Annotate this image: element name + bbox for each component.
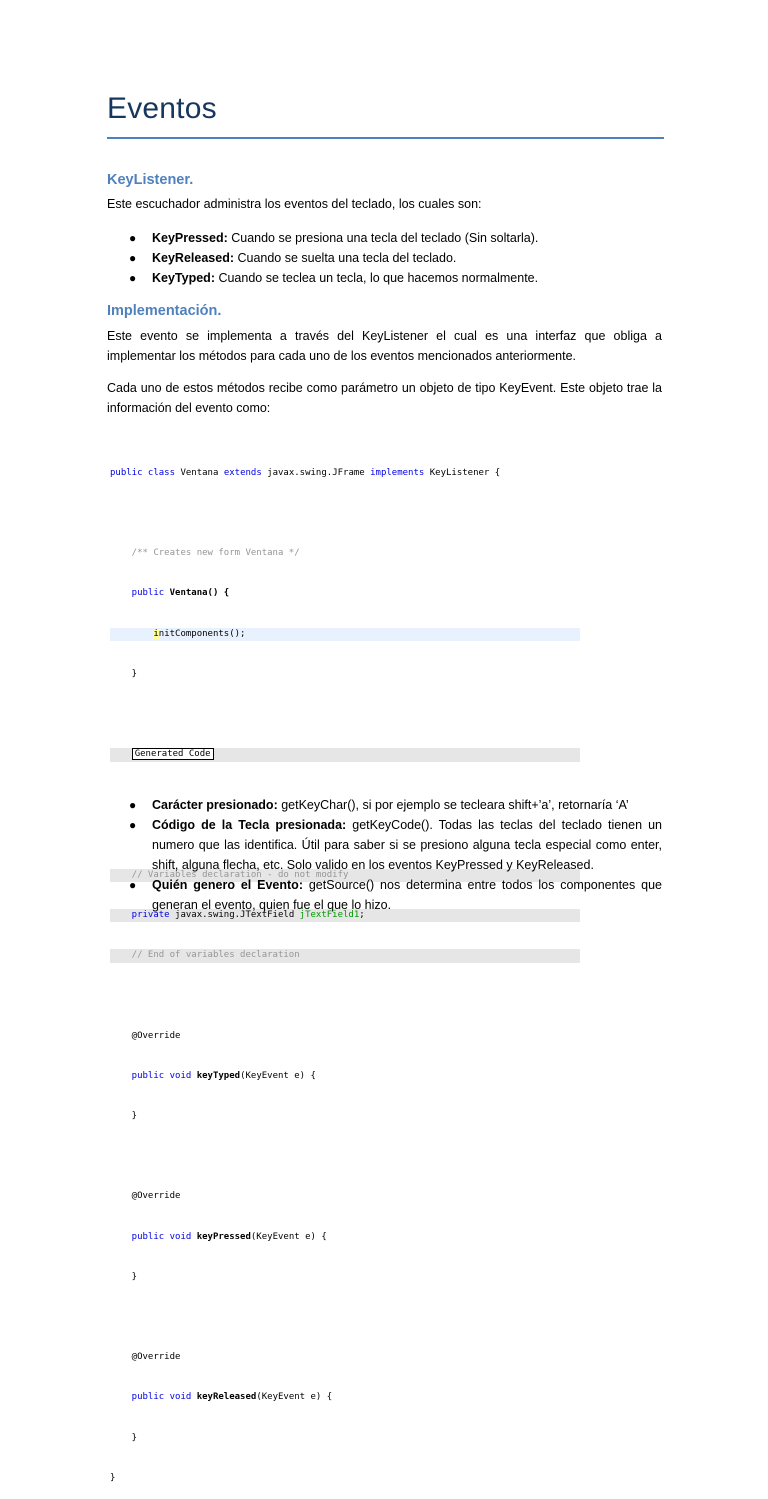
item-term: KeyTyped:: [152, 271, 215, 285]
code-text: [110, 749, 132, 759]
item-term: Carácter presionado:: [152, 798, 278, 812]
code-line: }: [110, 1432, 138, 1443]
title-underline: [107, 137, 664, 139]
list-item: [107, 875, 662, 915]
code-line: [110, 989, 580, 1002]
item-text: Cuando se teclea un tecla, lo que hacemos normalmente.: [214, 271, 539, 285]
event-types-list: [107, 228, 662, 288]
code-keyword: public void: [110, 1070, 192, 1081]
code-text: ;: [359, 910, 365, 921]
code-keyword: public class: [110, 467, 176, 478]
code-text: (KeyEvent e) {: [240, 1070, 316, 1081]
code-keyword: public void: [110, 1392, 192, 1403]
item-text: Cuando se suelta una tecla del teclado.: [234, 251, 457, 265]
method-name: keyReleased: [196, 1392, 257, 1403]
list-item: [107, 248, 662, 268]
code-annotation: @Override: [110, 1191, 181, 1202]
code-text: Ventana: [175, 467, 224, 478]
heading-implementacion: Implementación.: [107, 303, 222, 319]
generated-code-label: Generated Code: [132, 748, 214, 760]
code-text: nitComponents();: [158, 628, 246, 639]
code-text: (KeyEvent e) {: [256, 1392, 333, 1403]
item-text: getKeyCode(). Todas las teclas del teclado tienen un numero que las identifica. Útil para saber si se presiono alguna tecla especial como enter, shift, alguna flecha, etc. Solo valido en los eventos KeyPressed y KeyReleased.: [152, 818, 662, 872]
code-text: javax.swing.JTextField: [169, 910, 300, 921]
code-line: [110, 467, 580, 480]
code-text: Ventana() {: [164, 588, 230, 599]
item-text: getSource() nos determina entre todos los componentes que generan el evento, quien fue el que lo hizo.: [152, 878, 662, 912]
list-item: [107, 815, 662, 875]
intro-paragraph: Este escuchador administra los eventos del teclado, los cuales son:: [107, 197, 482, 211]
code-text: KeyListener {: [424, 467, 501, 478]
code-line: [110, 708, 580, 721]
code-line: [110, 1150, 580, 1163]
code-line: }: [110, 1472, 116, 1483]
code-keyword: public: [110, 588, 165, 599]
code-keyword: private: [110, 910, 170, 921]
code-keyword: implements: [370, 467, 425, 478]
code-line-highlighted: [110, 628, 580, 641]
code-line: [110, 1231, 580, 1244]
bullet-icon: ●: [129, 878, 137, 892]
event-info-list: [107, 795, 662, 915]
code-annotation: @Override: [110, 1030, 181, 1041]
code-line: [110, 1391, 580, 1404]
code-text: (KeyEvent e) {: [250, 1231, 327, 1242]
list-item: [107, 228, 662, 248]
code-line: [110, 507, 580, 520]
method-name: keyTyped: [196, 1070, 241, 1081]
code-line: [110, 1070, 580, 1083]
method-name: keyPressed: [196, 1231, 251, 1242]
item-term: KeyReleased:: [152, 251, 234, 265]
code-comment: /** Creates new form Ventana */: [110, 548, 300, 559]
list-item: [107, 268, 662, 288]
code-text: [110, 629, 153, 639]
item-text: getKeyChar(), si por ejemplo se tecleara shift+’a’, retornaría ‘A’: [277, 798, 629, 812]
bullet-icon: ●: [129, 798, 137, 812]
code-line: }: [110, 668, 138, 679]
implementation-paragraph-2: Cada uno de estos métodos recibe como parámetro un objeto de tipo KeyEvent. Este objeto trae la información del evento como:: [107, 381, 662, 415]
bullet-icon: ●: [129, 231, 137, 245]
heading-keylistener: KeyListener.: [107, 172, 194, 188]
caret-marker: i: [153, 628, 159, 639]
code-field: jTextField1: [299, 910, 360, 921]
code-line: }: [110, 1271, 138, 1282]
bullet-icon: ●: [129, 251, 137, 265]
generated-code-fold: [110, 748, 580, 761]
list-item: [107, 795, 662, 815]
code-comment: // End of variables declaration: [110, 949, 580, 962]
page-title: Eventos: [107, 92, 217, 125]
code-annotation: @Override: [110, 1352, 181, 1363]
code-screenshot: [110, 440, 580, 1499]
code-comment: // Variables declaration - do not modify: [110, 869, 580, 882]
item-term: KeyPressed:: [152, 231, 228, 245]
bullet-icon: ●: [129, 818, 137, 832]
code-text: javax.swing.JFrame: [261, 467, 371, 478]
code-keyword: extends: [223, 467, 262, 478]
code-line: [110, 1311, 580, 1324]
item-term: Código de la Tecla presionada:: [152, 818, 347, 832]
bullet-icon: ●: [129, 271, 137, 285]
item-term: Quién genero el Evento:: [152, 878, 303, 892]
code-line: [110, 587, 580, 600]
code-keyword: public void: [110, 1231, 192, 1242]
implementation-paragraph-1: Este evento se implementa a través del KeyListener el cual es una interfaz que obliga a implementar los métodos para cada uno de los eventos mencionados anteriormente.: [107, 329, 662, 363]
item-text: Cuando se presiona una tecla del teclado (Sin soltarla).: [227, 231, 539, 245]
code-line: }: [110, 1111, 138, 1122]
